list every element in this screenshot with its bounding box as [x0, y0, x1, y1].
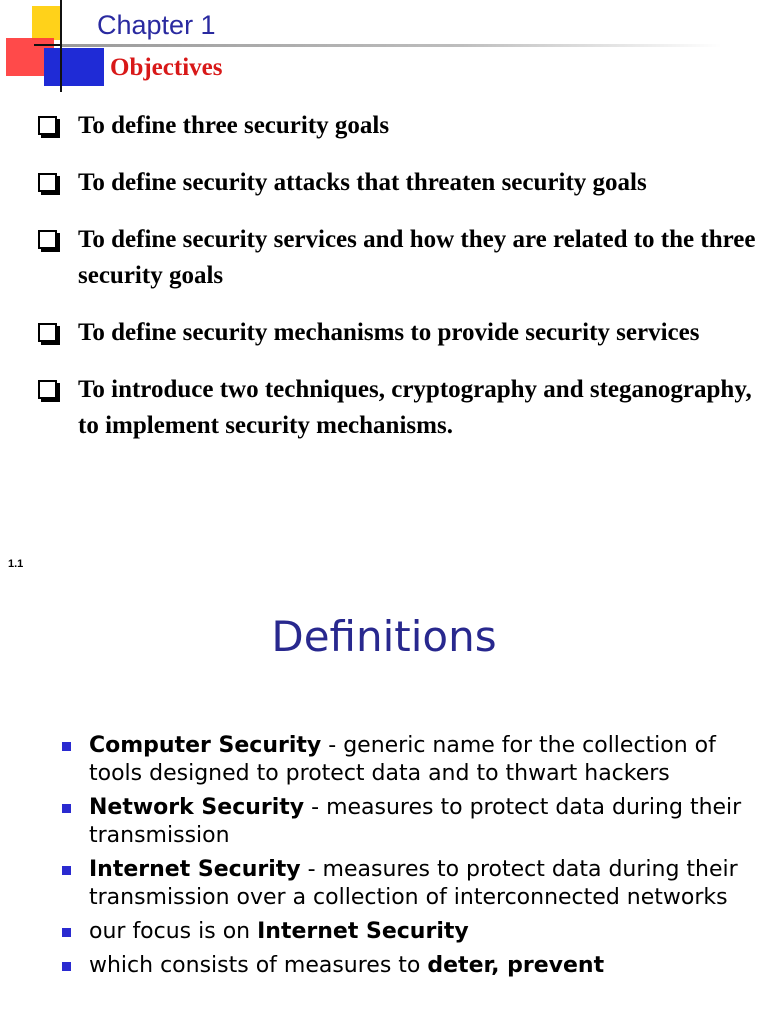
square-bullet-icon [62, 962, 71, 971]
checkbox-bullet-icon [38, 116, 57, 135]
square-bullet-icon [62, 742, 71, 751]
objective-item [36, 315, 756, 351]
objective-item [36, 165, 756, 201]
checkbox-bullet-icon [38, 323, 57, 342]
checkbox-bullet-icon [38, 230, 57, 249]
definition-text: - measures to protect data during their transmission [89, 795, 742, 848]
objective-text: To introduce two techniques, cryptography and steganography, to implement security mechanisms. [78, 376, 752, 439]
objective-text: To define security attacks that threaten security goals [78, 169, 647, 196]
definition-prefix: our focus is on [89, 919, 258, 944]
logo-blue-square [44, 48, 104, 86]
chapter-title: Chapter 1 [97, 10, 216, 40]
objectives-list [36, 108, 756, 465]
definition-item [60, 856, 750, 912]
square-bullet-icon [62, 866, 71, 875]
objective-item [36, 108, 756, 144]
definition-item [60, 732, 750, 788]
definition-text: - generic name for the collection of tools designed to protect data and to thwart hackers [89, 733, 716, 786]
objective-text: To define three security goals [78, 112, 390, 139]
definition-text: - measures to protect data during their transmission over a collection of interconnected networks [89, 857, 738, 910]
objectives-heading: Objectives [110, 54, 223, 81]
definitions-title: Definitions [271, 612, 497, 661]
square-bullet-icon [62, 928, 71, 937]
definition-item [60, 952, 750, 980]
slide-number: 1.1 [8, 558, 24, 570]
definition-item [60, 918, 750, 946]
checkbox-bullet-icon [38, 173, 57, 192]
definition-term: deter, prevent [427, 953, 605, 978]
definition-term: Network Security [89, 795, 305, 820]
definition-item [60, 794, 750, 850]
objective-text: To define security services and how they are related to the three security goals [78, 226, 756, 289]
definitions-slide [0, 590, 768, 1024]
objective-text: To define security mechanisms to provide security services [78, 319, 700, 346]
definition-term: Computer Security [89, 733, 322, 758]
definitions-list [60, 732, 750, 986]
objective-item [36, 222, 756, 294]
square-bullet-icon [62, 804, 71, 813]
checkbox-bullet-icon [38, 380, 57, 399]
definition-term: Internet Security [257, 919, 469, 944]
logo-yellow-square [32, 6, 62, 40]
objective-item [36, 372, 756, 444]
definition-term: Internet Security [89, 857, 301, 882]
definition-prefix: which consists of measures to [89, 953, 428, 978]
header-rule [62, 44, 722, 47]
